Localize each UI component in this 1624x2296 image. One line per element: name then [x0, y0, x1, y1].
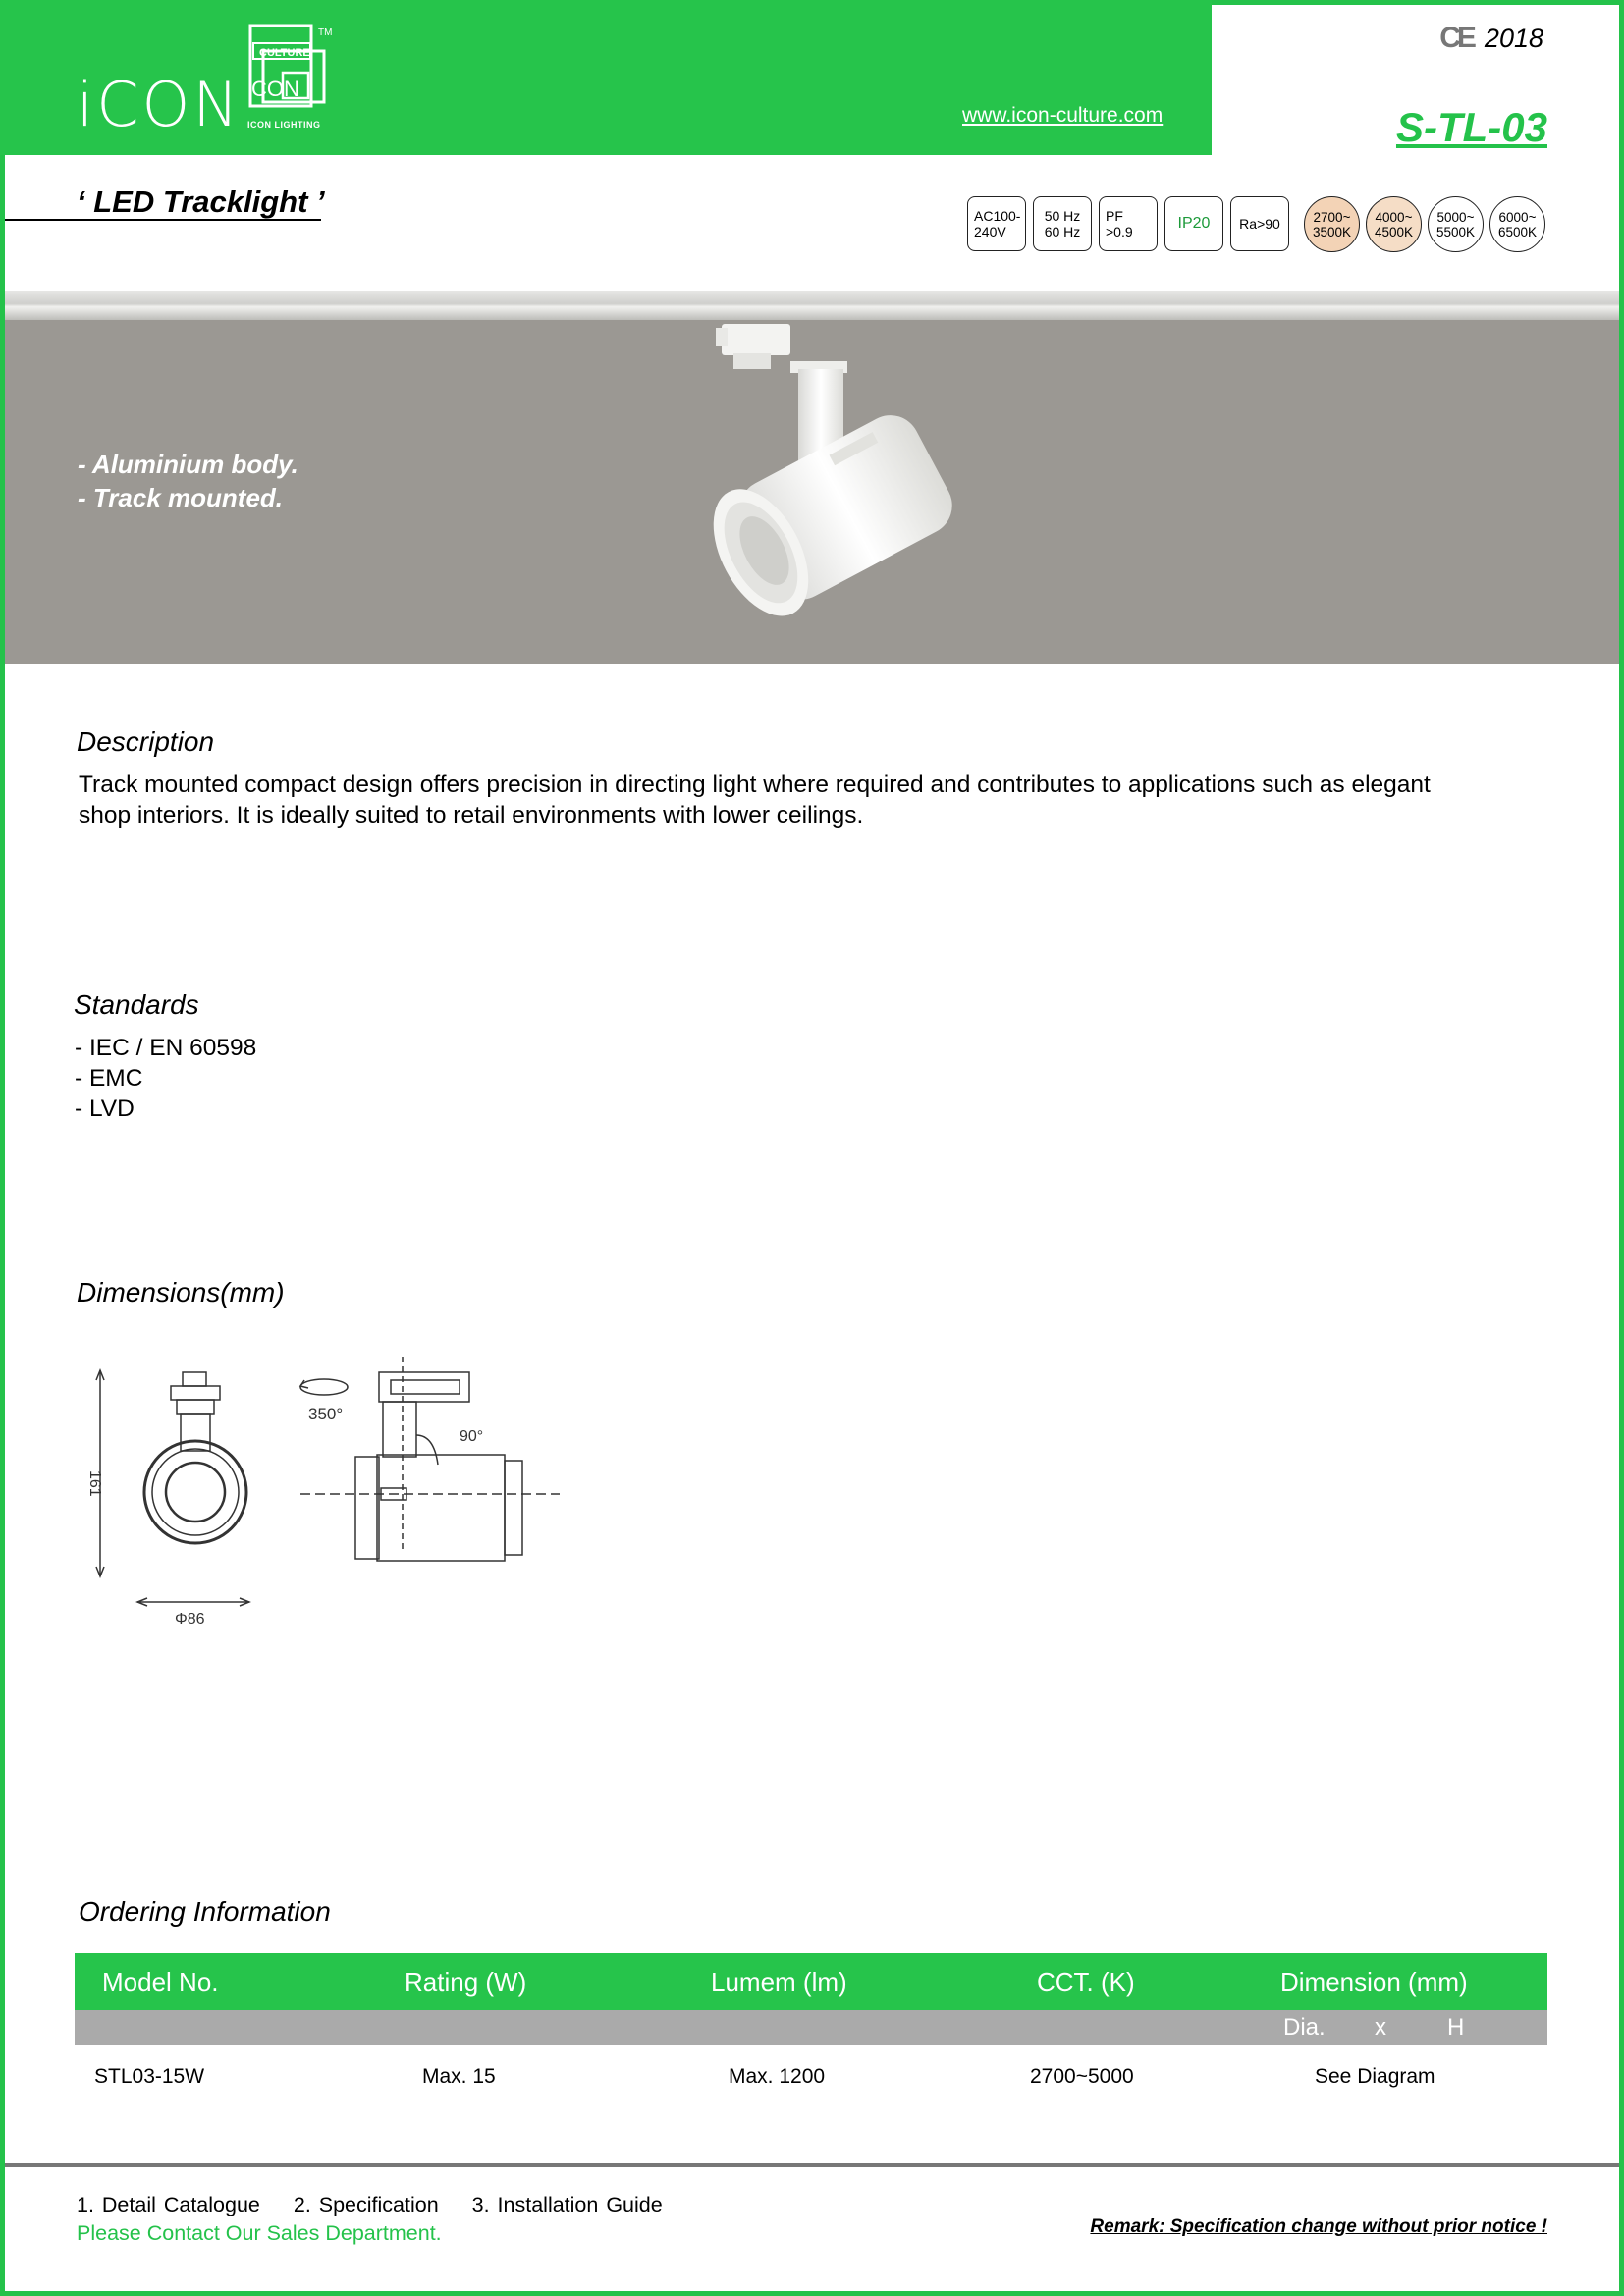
standard-item: - IEC / EN 60598 — [75, 1035, 257, 1061]
ordering-table — [75, 1953, 1547, 2109]
cell-model: STL03-15W — [94, 2065, 205, 2088]
cct-badges — [1304, 196, 1545, 252]
ordering-heading: Ordering Information — [79, 1896, 331, 1927]
spec-change-remark: Remark: Specification change without prior notice ! — [1090, 2216, 1547, 2237]
footer-divider — [5, 2163, 1619, 2167]
height-dimension-label: 161 — [86, 1470, 103, 1497]
svg-text:CON: CON — [251, 77, 299, 101]
icon-culture-logo — [245, 22, 344, 130]
link-specification[interactable]: 2. Specification — [293, 2193, 439, 2216]
catalog-year: 2018 — [1484, 23, 1543, 53]
cell-dimension: See Diagram — [1315, 2065, 1435, 2088]
subheader-x: x — [1375, 2014, 1386, 2041]
certification-year — [1439, 22, 1543, 55]
description-heading: Description — [77, 726, 215, 757]
table-row — [75, 2045, 1547, 2109]
cct-badge-neutral: 4000~ 4500K — [1366, 196, 1422, 252]
column-header-cct: CCT. (K) — [1037, 1966, 1135, 1997]
column-header-dimension: Dimension (mm) — [1280, 1966, 1468, 1997]
footer-links — [77, 2193, 688, 2217]
cri-badge: Ra>90 — [1230, 196, 1289, 251]
table-subheader-row — [75, 2010, 1547, 2045]
website-link[interactable]: www.icon-culture.com — [962, 104, 1164, 127]
logo-subtitle: ICON LIGHTING — [247, 120, 321, 130]
cell-lumen: Max. 1200 — [729, 2065, 826, 2088]
description-text: Track mounted compact design offers precision in directing light where required and contributes to applications such as elegant shop interiors. It is ideally suited to retail environments with lower ceilings. — [79, 772, 1431, 828]
cell-rating: Max. 15 — [422, 2065, 496, 2088]
svg-text:TM: TM — [318, 27, 333, 38]
track-rail — [5, 291, 1619, 320]
voltage-badge: AC100- 240V — [967, 196, 1026, 251]
tracklight-product-image — [682, 320, 957, 659]
svg-text:CULTURE: CULTURE — [259, 47, 310, 59]
power-factor-badge: PF >0.9 — [1099, 196, 1158, 251]
standards-heading: Standards — [74, 989, 199, 1020]
column-header-lumen: Lumem (lm) — [711, 1966, 847, 1997]
diameter-dimension-label: Φ86 — [175, 1611, 205, 1628]
frequency-badge: 50 Hz 60 Hz — [1033, 196, 1092, 251]
cct-badge-cool: 6000~ 6500K — [1489, 196, 1545, 252]
contact-sales-text: Please Contact Our Sales Department. — [77, 2221, 442, 2245]
header-band — [0, 0, 1212, 155]
feature-item: - Aluminium body. — [78, 450, 298, 479]
column-header-rating: Rating (W) — [405, 1966, 527, 1997]
feature-list — [78, 448, 298, 514]
tilt-label: 90° — [460, 1428, 484, 1445]
product-title: ‘ LED Tracklight ’ — [77, 185, 325, 219]
spec-badges — [967, 196, 1289, 251]
title-underline — [5, 219, 321, 221]
cct-badge-warm: 2700~ 3500K — [1304, 196, 1360, 252]
hero-banner — [5, 291, 1619, 664]
cell-cct: 2700~5000 — [1030, 2065, 1134, 2088]
dimensions-drawing — [69, 1345, 579, 1639]
model-code: S-TL-03 — [1395, 104, 1547, 150]
link-detail-catalogue[interactable]: 1. Detail Catalogue — [77, 2193, 260, 2216]
link-installation-guide[interactable]: 3. Installation Guide — [471, 2193, 663, 2216]
standards-list — [75, 1033, 256, 1124]
ce-mark-icon: CE — [1439, 22, 1473, 54]
brand-logo-text: iCON — [77, 69, 242, 140]
rotation-label: 350° — [308, 1405, 344, 1423]
subheader-dia: Dia. — [1283, 2014, 1326, 2041]
ip-rating-badge: IP20 — [1164, 196, 1223, 251]
feature-item: - Track mounted. — [78, 483, 284, 512]
standard-item: - EMC — [75, 1065, 143, 1092]
cct-badge-daylight: 5000~ 5500K — [1428, 196, 1484, 252]
subheader-h: H — [1447, 2014, 1465, 2041]
column-header-model: Model No. — [102, 1966, 219, 1997]
standard-item: - LVD — [75, 1095, 135, 1122]
table-header-row — [75, 1953, 1547, 2010]
dimensions-heading: Dimensions(mm) — [77, 1277, 285, 1308]
